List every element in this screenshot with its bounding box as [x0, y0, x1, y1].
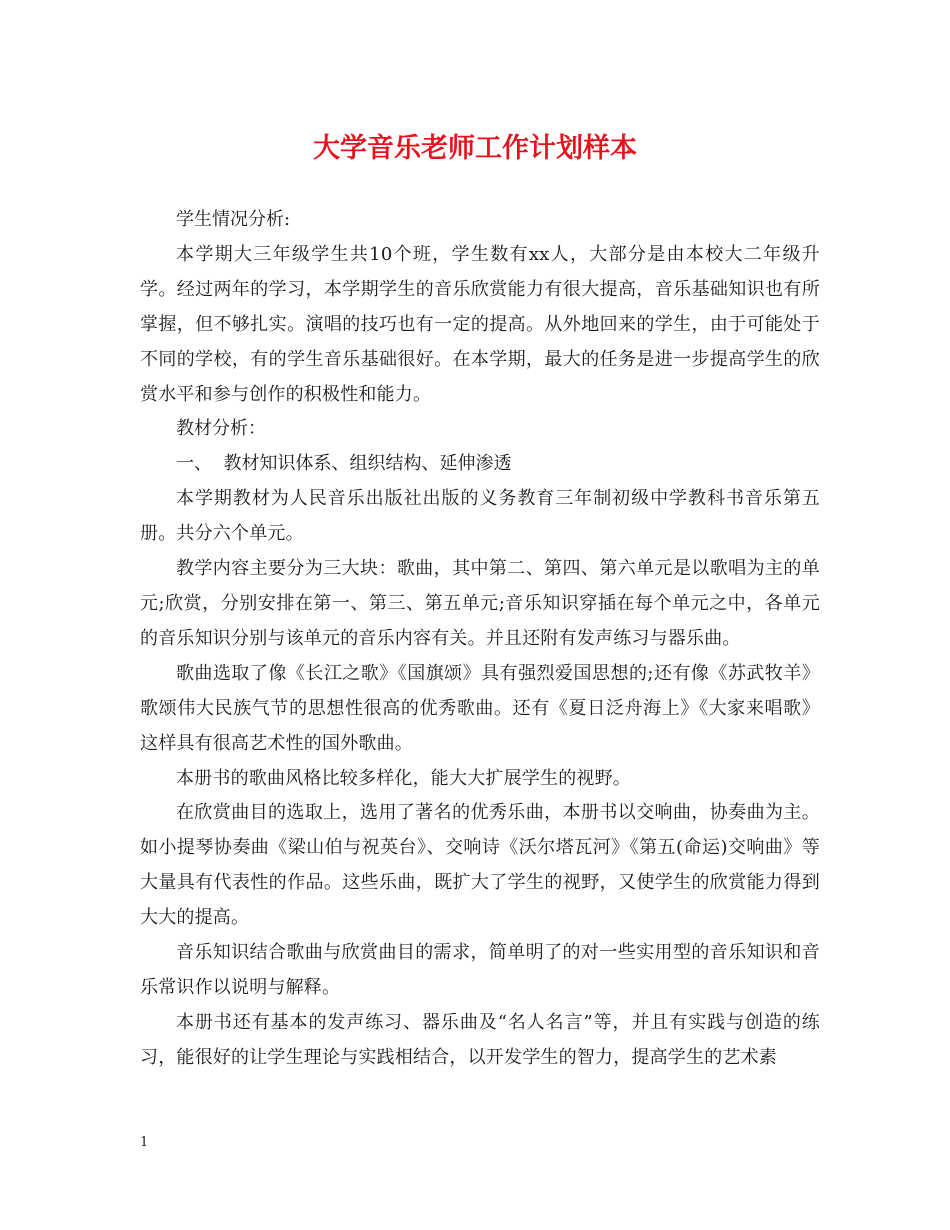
paragraph-song-selection: 歌曲选取了像《长江之歌》《国旗颂》具有强烈爱国思想的;还有像《苏武牧羊》歌颂伟大民族气节的思想性很高的优秀歌曲。还有《夏日泛舟海上》《大家来唱歌》这样具有很高艺术性的国外歌曲。 [140, 662, 820, 754]
paragraph-teaching-content: 教学内容主要分为三大块：歌曲，其中第二、第四、第六单元是以歌唱为主的单元;欣赏，分别安排在第一、第三、第五单元;音乐知识穿插在每个单元之中，各单元的音乐知识分别与该单元的音乐内容有关。并且还附有发声练习与器乐曲。 [140, 558, 820, 649]
paragraph-student-situation: 本学期大三年级学生共10个班，学生数有xx人，大部分是由本校大二年级升学。经过两年的学习，本学期学生的音乐欣赏能力有很大提高，音乐基础知识也有所掌握，但不够扎实。演唱的技巧也有一定的提高。从外地回来的学生，由于可能处于不同的学校，有的学生音乐基础很好。在本学期，最大的任务是进一步提高学生的欣赏水平和参与创作的积极性和能力。 [140, 243, 820, 405]
paragraph-music-knowledge: 音乐知识结合歌曲与欣赏曲目的需求，简单明了的对一些实用型的音乐知识和音乐常识作以说明与解释。 [140, 942, 820, 998]
paragraph-appreciation-selection: 在欣赏曲目的选取上，选用了著名的优秀乐曲，本册书以交响曲，协奏曲为主。如小提琴协奏曲《梁山伯与祝英台》、交响诗《沃尔塔瓦河》《第五(命运)交响曲》等大量具有代表性的作品。这些乐曲，既扩大了学生的视野，又使学生的欣赏能力得到大大的提高。 [140, 802, 820, 929]
paragraph-textbook-intro: 本学期教材为人民音乐出版社出版的义务教育三年制初级中学教科书音乐第五册。共分六个单元。 [140, 488, 820, 545]
document-title: 大学音乐老师工作计划样本 [313, 133, 637, 164]
document-body [140, 203, 820, 1076]
subsection-heading-knowledge-system: 一、 教材知识体系、组织结构、延伸渗透 [176, 453, 512, 475]
section-heading-student-analysis: 学生情况分析: [176, 209, 291, 230]
paragraph-exercises: 本册书还有基本的发声练习、器乐曲及“名人名言”等，并且有实践与创造的练习，能很好的让学生理论与实践相结合，以开发学生的智力，提高学生的艺术素 [140, 1011, 820, 1068]
paragraph-song-style: 本册书的歌曲风格比较多样化，能大大扩展学生的视野。 [176, 767, 631, 789]
page-number: 1 [140, 1135, 149, 1150]
section-heading-textbook-analysis: 教材分析： [176, 418, 266, 440]
